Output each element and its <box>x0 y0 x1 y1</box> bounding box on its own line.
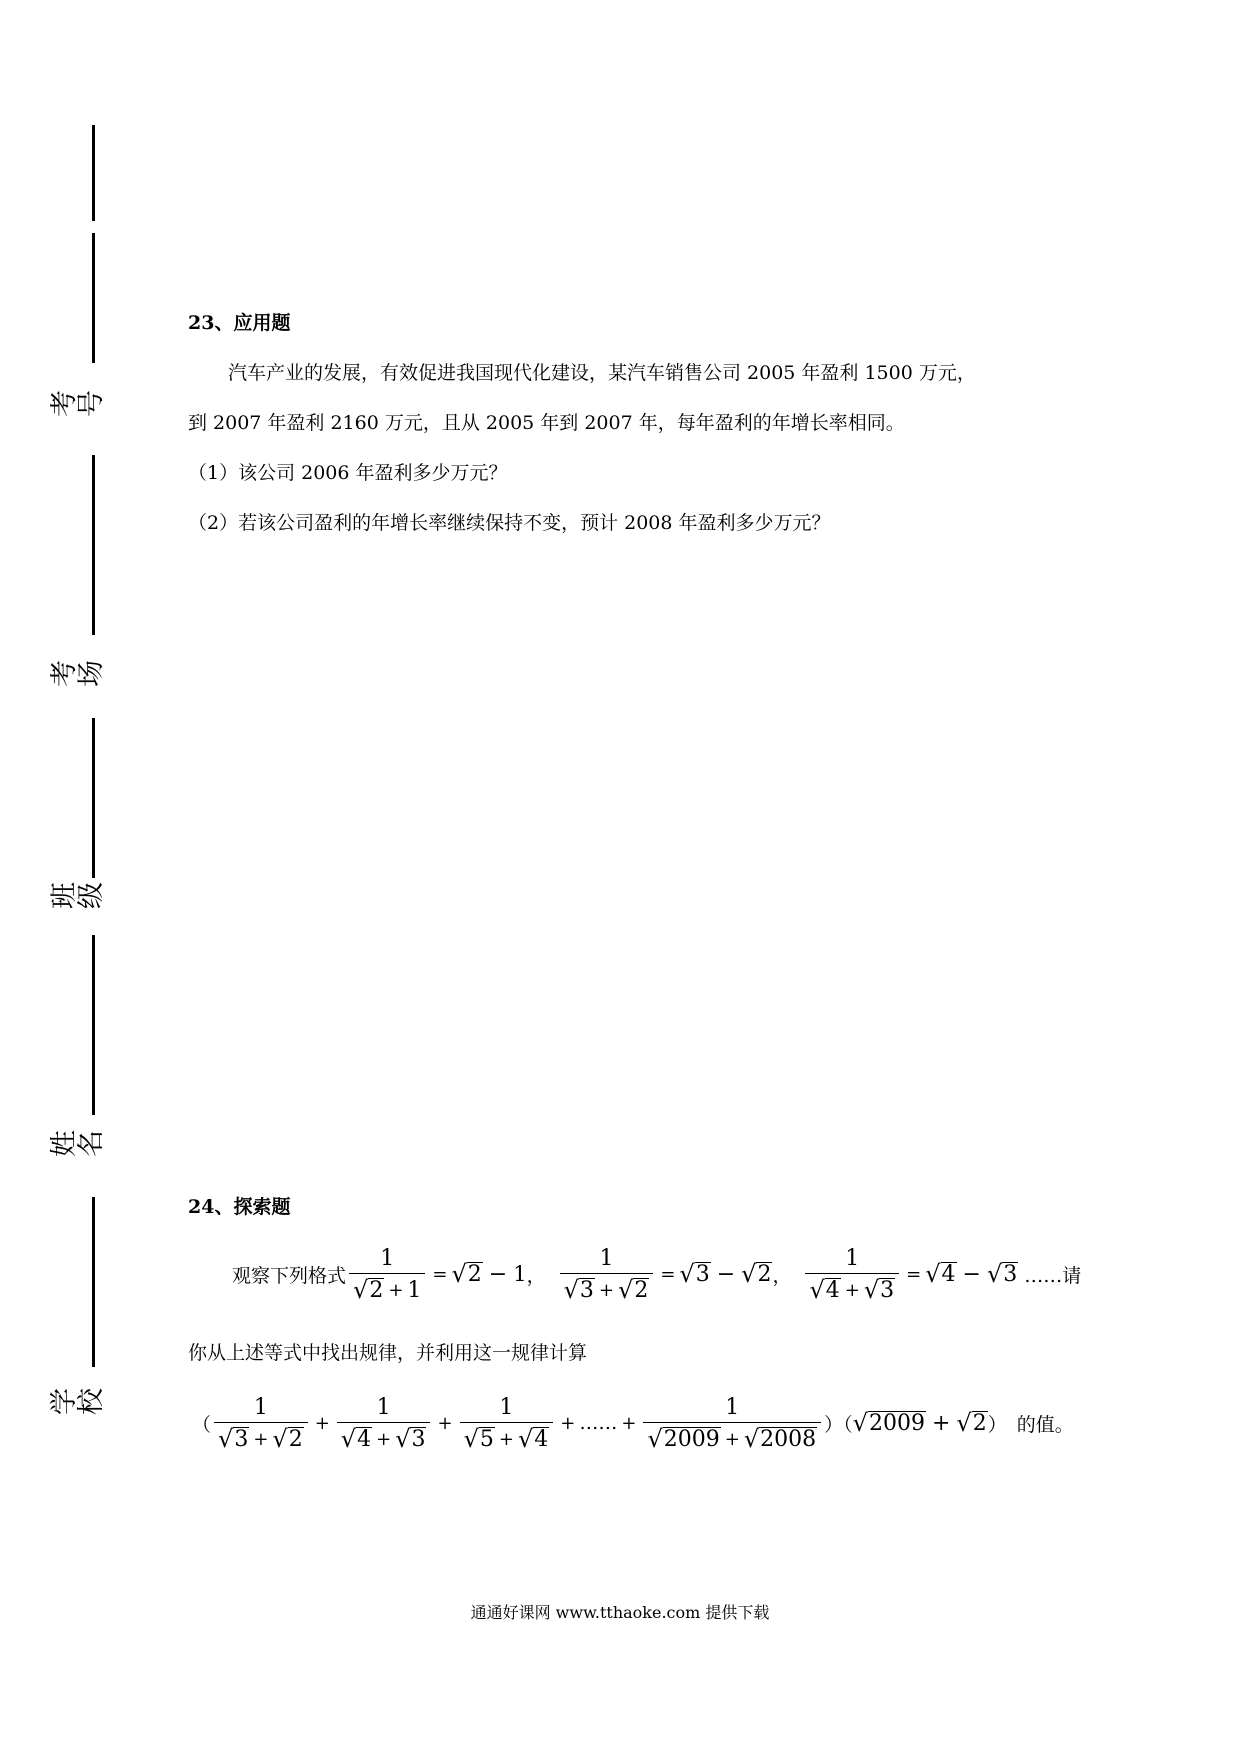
q23-title: 23、应用题 <box>188 312 291 334</box>
margin-line-4 <box>92 718 95 878</box>
sum-term-1: 1 √ 3 + √ 2 <box>214 1395 308 1451</box>
sum-term-3: 1 √ 5 + √ 4 <box>460 1395 554 1451</box>
q23-sub1: （1）该公司 2006 年盈利多少万元？ <box>188 462 508 484</box>
margin-label-exam-number: 考号 <box>49 390 107 417</box>
q23-line1: 汽车产业的发展，有效促进我国现代化建设，某汽车销售公司 2005 年盈利 1500 万元， <box>228 362 976 384</box>
q24-sum-row: （ 1 √ 3 + √ 2 + 1 √ 4 + √ 3 + 1 √ 5 + √ 4 + …… + 1 √ 2009 + √ 2008 ）（ √ 2009 + √ 2 ） 的值。 <box>192 1394 1074 1453</box>
margin-line-6 <box>92 1197 95 1367</box>
q24-line2: 你从上述等式中找出规律，并利用这一规律计算 <box>188 1342 588 1364</box>
sum-term-2: 1 √ 4 + √ 3 <box>337 1395 431 1451</box>
q23-sub2: （2）若该公司盈利的年增长率继续保持不变，预计 2008 年盈利多少万元？ <box>188 512 831 534</box>
q24-ellipsis: ……请 <box>1024 1264 1082 1287</box>
margin-label-exam-room: 考场 <box>49 660 107 687</box>
margin-label-class: 班级 <box>49 882 107 909</box>
eq2-rhs: √ 3 <box>679 1259 710 1288</box>
q23-line2: 到 2007 年盈利 2160 万元，且从 2005 年到 2007 年，每年盈利的年增长率相同。 <box>188 412 905 434</box>
eq1-fraction: 1 √ 2 + 1 <box>349 1246 425 1303</box>
eq1-rhs: √ 2 <box>451 1259 482 1288</box>
q24-title: 24、探索题 <box>188 1196 291 1218</box>
factor-b: √ 2 <box>956 1408 987 1437</box>
q24-intro: 观察下列格式 <box>232 1264 347 1287</box>
eq2-fraction: 1 √ 3 + √ 2 <box>560 1246 654 1302</box>
factor-a: √ 2009 <box>852 1408 925 1437</box>
eq3-rhs: √ 4 <box>925 1259 956 1288</box>
q24-tail: 的值。 <box>1016 1413 1074 1436</box>
sum-dots: …… <box>579 1412 618 1434</box>
eq3-fraction: 1 √ 4 + √ 3 <box>805 1246 899 1302</box>
margin-label-school: 学校 <box>49 1388 107 1415</box>
sum-term-4: 1 √ 2009 + √ 2008 <box>643 1395 821 1451</box>
margin-line-3 <box>92 455 95 635</box>
page-footer: 通通好课网 www.tthaoke.com 提供下载 <box>470 1603 770 1622</box>
margin-line-2 <box>92 233 95 363</box>
margin-line-1 <box>92 125 95 221</box>
margin-line-5 <box>92 935 95 1115</box>
q24-examples-row: 观察下列格式 1 √ 2 + 1 = √ 2 − 1 ， 1 √ 3 + √ 2 = √ 3 − √ 2 ， 1 √ 4 + √ 3 = √ 4 − √ 3 ……请 <box>232 1245 1082 1304</box>
margin-label-name: 姓名 <box>49 1130 107 1157</box>
